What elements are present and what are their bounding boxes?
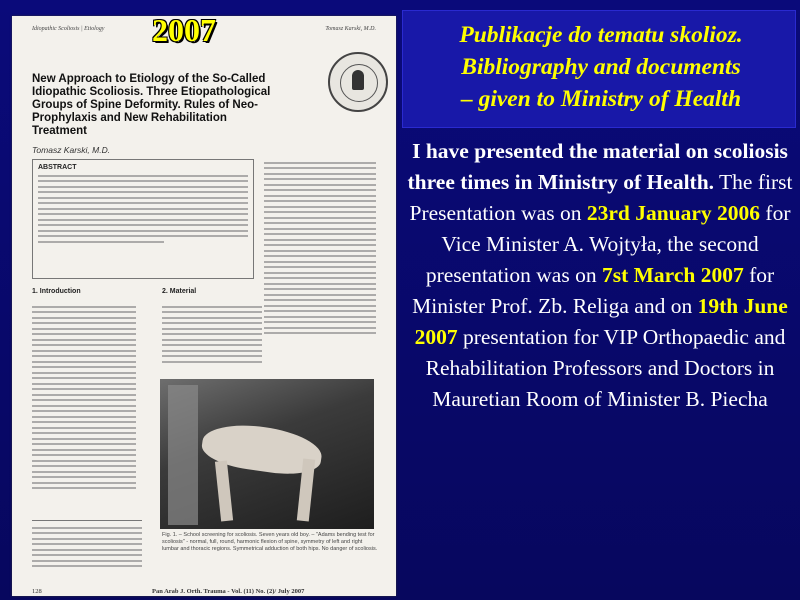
body-text-1: The first Presentation was on <box>409 170 793 225</box>
date-second-presentation: 7st March 2007 <box>601 263 744 287</box>
date-third-presentation: 19th June 2007 <box>414 294 788 349</box>
title-line-3: – given to Ministry of Health <box>460 86 742 112</box>
article-author: Tomasz Karski, M.D. <box>32 145 111 155</box>
body-text-2: for Vice Minister A. Wojtyła, the second presentation was on <box>425 201 791 287</box>
title-box <box>402 10 796 128</box>
article-scan <box>12 16 396 596</box>
affiliation-block <box>32 520 142 571</box>
journal-citation: Pan Arab J. Orth. Trauma - Vol. (11) No. (2)/ July 2007 <box>152 588 305 595</box>
article-title: New Approach to Etiology of the So-Called Idiopathic Scoliosis. Three Etiopathological Groups of Spine Deformity. Rules of Neo-Prophylaxis and New Rehabilitation Treatment <box>32 73 271 137</box>
running-header-right: Tomasz Karski, M.D. <box>325 26 376 32</box>
article-text-right <box>264 158 376 338</box>
body-paragraph <box>404 136 796 415</box>
section-introduction-heading: 1. Introduction <box>32 288 81 295</box>
figure-caption: Fig. 1. – School screening for scoliosis. Seven years old boy. – "Adams bending test for scoliosis" - normal, full, round, harmonic flexion of spine, symmetry of left and right lumbar and thoracic regions. Symmetrical adduction of both hips. No danger of scoliosis. <box>162 532 378 552</box>
title-line-2: Bibliography and documents <box>461 54 741 80</box>
year-badge: 2007 <box>152 12 216 48</box>
figure-photo <box>160 379 374 529</box>
body-text-3: for Minister Prof. Zb. Religa and on <box>412 263 775 318</box>
introduction-text <box>32 302 136 493</box>
date-first-presentation: 23rd January 2006 <box>586 201 761 225</box>
journal-logo-icon <box>328 52 388 112</box>
abstract-heading: ABSTRACT <box>38 164 77 171</box>
abstract-box <box>32 159 254 279</box>
material-text <box>162 302 262 366</box>
page-number: 128 <box>32 588 42 595</box>
running-header-left: Idiopathic Scoliosis | Etiology <box>32 26 105 32</box>
slide-title <box>413 19 789 115</box>
section-material-heading: 2. Material <box>162 288 197 295</box>
body-text-4: presentation for VIP Orthopaedic and Rehabilitation Professors and Doctors in Mauretian Room of Minister B. Piecha <box>425 325 786 411</box>
body-intro-bold: I have presented the material on scoliosis three times in Ministry of Health. <box>407 139 788 194</box>
title-line-1: Publikacje do tematu skolioz. <box>459 22 743 48</box>
